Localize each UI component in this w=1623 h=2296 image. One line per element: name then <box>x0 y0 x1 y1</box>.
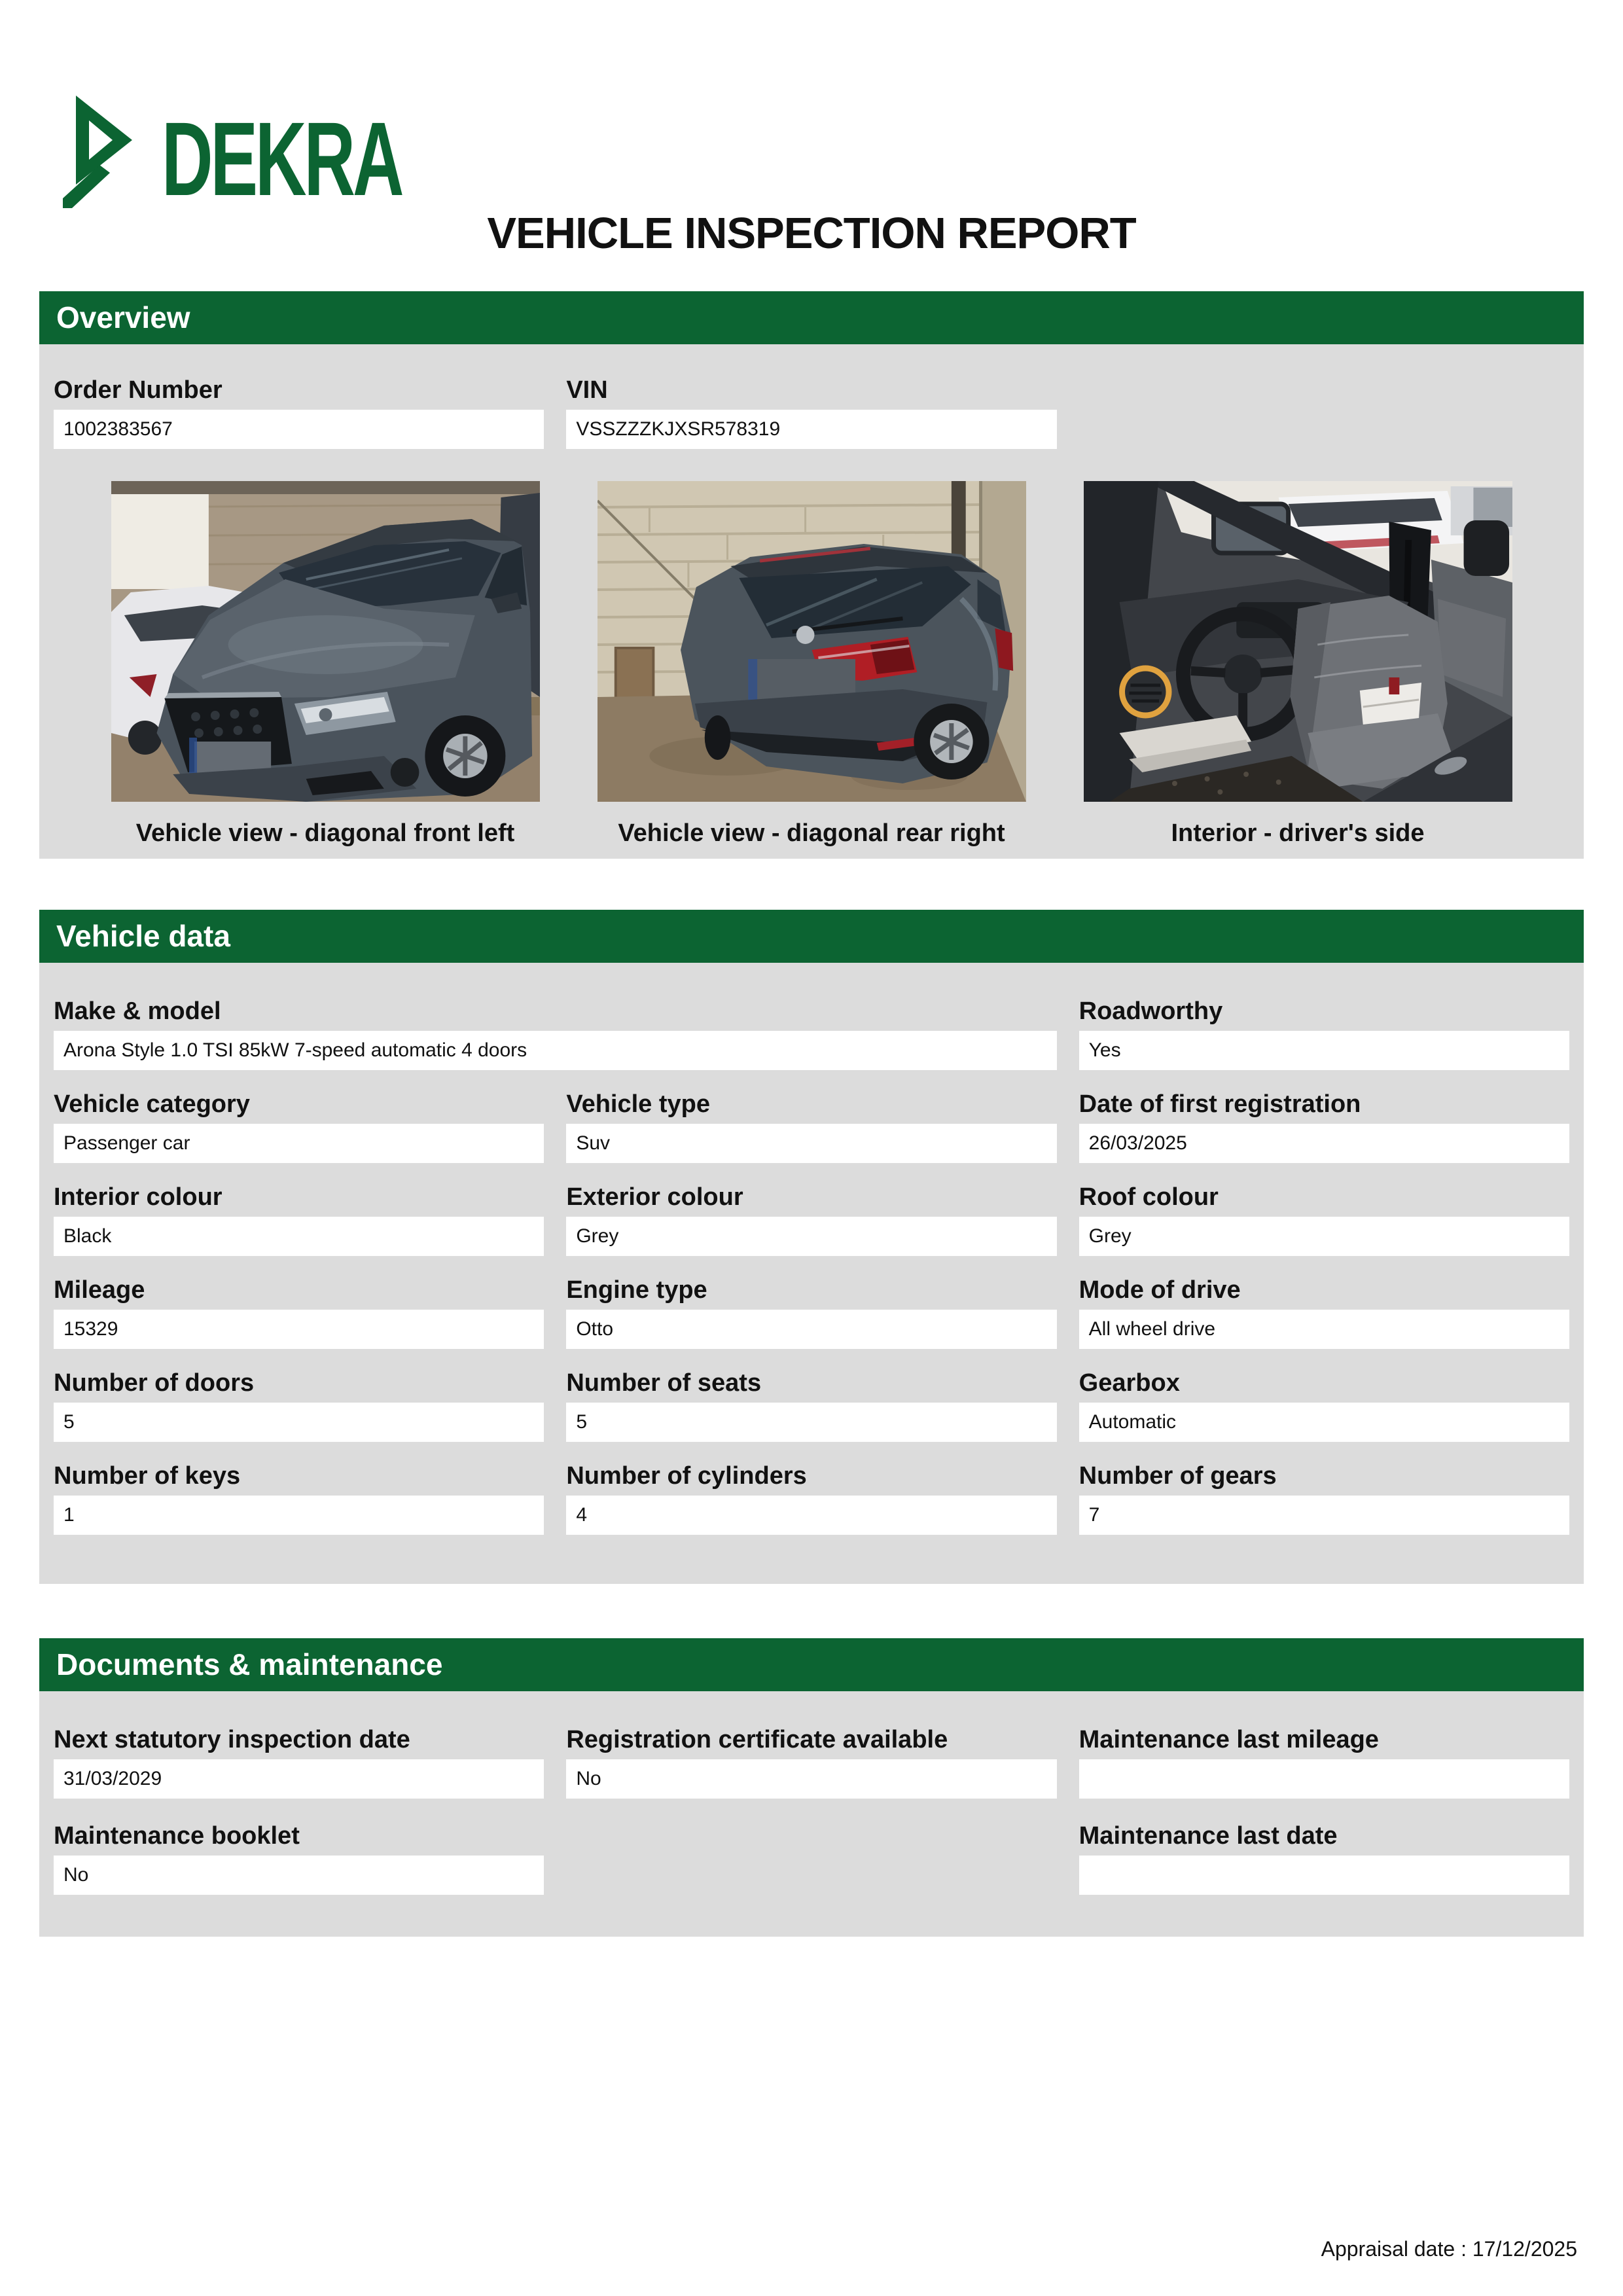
gearbox-label: Gearbox <box>1079 1369 1180 1397</box>
field-exterior-colour <box>566 1183 1056 1256</box>
photo-interior <box>1084 481 1512 848</box>
make-model-label: Make & model <box>54 997 221 1025</box>
photo-caption-front-left: Vehicle view - diagonal front left <box>135 819 515 847</box>
next-inspection-date-label: Next statutory inspection date <box>54 1726 410 1753</box>
field-registration-certificate <box>566 1725 1056 1799</box>
next-inspection-date-value: 31/03/2029 <box>54 1759 544 1799</box>
field-vehicle-type <box>566 1090 1056 1163</box>
vehicle-rear-right-image <box>597 481 1026 802</box>
vin-value: VSSZZZKJXSR578319 <box>566 410 1056 449</box>
maintenance-last-mileage-value <box>1079 1759 1569 1799</box>
field-mode-of-drive <box>1079 1276 1569 1349</box>
number-of-keys-label: Number of keys <box>54 1462 241 1490</box>
field-number-of-cylinders <box>566 1462 1056 1535</box>
roadworthy-value: Yes <box>1079 1031 1569 1070</box>
mode-of-drive-value: All wheel drive <box>1079 1310 1569 1349</box>
number-of-gears-label: Number of gears <box>1079 1462 1277 1490</box>
photo-caption-interior: Interior - driver's side <box>1171 819 1425 847</box>
number-of-doors-value: 5 <box>54 1403 544 1442</box>
vin-label: VIN <box>566 376 608 404</box>
interior-colour-value: Black <box>54 1217 544 1256</box>
maintenance-last-date-label: Maintenance last date <box>1079 1822 1338 1850</box>
number-of-gears-value: 7 <box>1079 1496 1569 1535</box>
appraisal-date: Appraisal date : 17/12/2025 <box>1321 2237 1577 2261</box>
field-roadworthy <box>1079 997 1569 1070</box>
engine-type-label: Engine type <box>566 1276 707 1304</box>
vehicle-category-value: Passenger car <box>54 1124 544 1163</box>
field-vehicle-category <box>54 1090 544 1163</box>
maintenance-booklet-value: No <box>54 1856 544 1895</box>
dekra-logo-text: DEKRA <box>162 100 402 217</box>
order-number-label: Order Number <box>54 376 223 404</box>
field-next-inspection-date <box>54 1725 544 1799</box>
interior-colour-label: Interior colour <box>54 1183 223 1211</box>
documents-header: Documents & maintenance <box>39 1638 1584 1691</box>
page-title: VEHICLE INSPECTION REPORT <box>487 209 1136 258</box>
vehicle-front-left-image <box>111 481 540 802</box>
section-vehicle-data <box>39 910 1584 1584</box>
order-number-value: 1002383567 <box>54 410 544 449</box>
field-engine-type <box>566 1276 1056 1349</box>
photo-caption-rear-right: Vehicle view - diagonal rear right <box>618 819 1005 847</box>
field-order-number <box>54 376 544 449</box>
interior-drivers-side-image <box>1084 481 1512 802</box>
field-vin <box>566 376 1056 449</box>
maintenance-last-mileage-label: Maintenance last mileage <box>1079 1726 1379 1753</box>
maintenance-last-date-value <box>1079 1856 1569 1895</box>
field-make-model <box>54 997 1057 1070</box>
photo-row <box>54 481 1569 848</box>
dekra-arrow-icon <box>63 92 135 208</box>
gearbox-value: Automatic <box>1079 1403 1569 1442</box>
roof-colour-value: Grey <box>1079 1217 1569 1256</box>
vehicle-data-header: Vehicle data <box>39 910 1584 963</box>
overview-header: Overview <box>39 291 1584 344</box>
registration-certificate-label: Registration certificate available <box>566 1726 948 1753</box>
field-interior-colour <box>54 1183 544 1256</box>
vehicle-type-label: Vehicle type <box>566 1090 710 1118</box>
section-overview <box>39 291 1584 859</box>
field-maintenance-last-mileage <box>1079 1725 1569 1799</box>
number-of-cylinders-value: 4 <box>566 1496 1056 1535</box>
roadworthy-label: Roadworthy <box>1079 997 1223 1025</box>
field-maintenance-booklet <box>54 1821 544 1895</box>
field-number-of-gears <box>1079 1462 1569 1535</box>
make-model-value: Arona Style 1.0 TSI 85kW 7-speed automatic 4 doors <box>54 1031 1057 1070</box>
field-number-of-keys <box>54 1462 544 1535</box>
number-of-doors-label: Number of doors <box>54 1369 255 1397</box>
registration-certificate-value: No <box>566 1759 1056 1799</box>
first-registration-label: Date of first registration <box>1079 1090 1361 1118</box>
roof-colour-label: Roof colour <box>1079 1183 1219 1211</box>
dekra-logo <box>63 92 514 217</box>
number-of-cylinders-label: Number of cylinders <box>566 1462 807 1490</box>
mileage-value: 15329 <box>54 1310 544 1349</box>
first-registration-value: 26/03/2025 <box>1079 1124 1569 1163</box>
vehicle-category-label: Vehicle category <box>54 1090 250 1118</box>
exterior-colour-label: Exterior colour <box>566 1183 743 1211</box>
exterior-colour-value: Grey <box>566 1217 1056 1256</box>
field-number-of-seats <box>566 1369 1056 1442</box>
field-gearbox <box>1079 1369 1569 1442</box>
maintenance-booklet-label: Maintenance booklet <box>54 1822 300 1850</box>
vehicle-type-value: Suv <box>566 1124 1056 1163</box>
photo-front-left <box>111 481 540 848</box>
engine-type-value: Otto <box>566 1310 1056 1349</box>
section-documents-maintenance <box>39 1638 1584 1937</box>
field-mileage <box>54 1276 544 1349</box>
photo-rear-right <box>597 481 1026 848</box>
mileage-label: Mileage <box>54 1276 145 1304</box>
field-first-registration <box>1079 1090 1569 1163</box>
field-maintenance-last-date <box>1079 1821 1569 1895</box>
mode-of-drive-label: Mode of drive <box>1079 1276 1241 1304</box>
field-roof-colour <box>1079 1183 1569 1256</box>
empty-cell <box>566 1821 1056 1895</box>
number-of-seats-label: Number of seats <box>566 1369 762 1397</box>
number-of-seats-value: 5 <box>566 1403 1056 1442</box>
number-of-keys-value: 1 <box>54 1496 544 1535</box>
field-number-of-doors <box>54 1369 544 1442</box>
